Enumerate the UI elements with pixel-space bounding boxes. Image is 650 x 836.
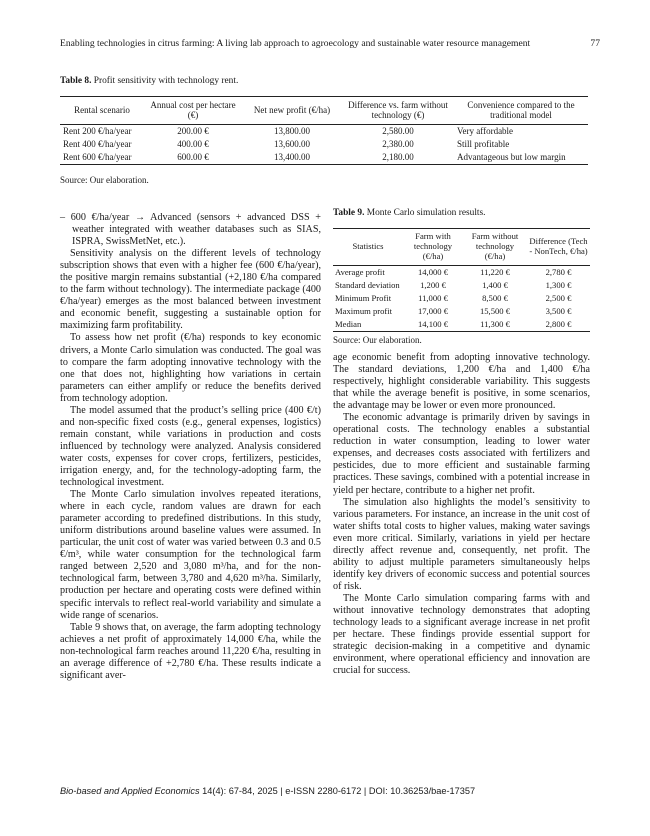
journal-footer <box>60 786 600 796</box>
table-cell: Rent 400 €/ha/year <box>63 138 132 149</box>
table9-col-header: Farm without technology (€/ha) <box>471 231 519 261</box>
table-row <box>333 279 590 292</box>
paragraph: The simulation also highlights the model’s sensitivity to various parameters. For instance, an increase in the unit cost of water shifts total costs to higher values, making water savings even more critical. Similarly, variations in yield per hectare directly affect revenue and, consequently, net profit. The ability to adjust multiple parameters simultaneously helps identify key drivers of economic success and potential sources of risk. <box>333 496 590 592</box>
table-cell: Advantageous but low margin <box>457 152 566 163</box>
table-cell: 13,400.00 <box>274 152 310 163</box>
table-cell: 13,600.00 <box>274 138 310 149</box>
paragraph: The Monte Carlo simulation comparing farms with and without innovative technology demonstrates that adopting technology leads to a significant average increase in net profit per hectare. These findings provide essential support for strategic decision-making in a competitive and dynamic environment, where operational efficiency and innovation are crucial for success. <box>333 592 590 677</box>
table-cell: 14,000 € <box>417 266 449 277</box>
right-text-column <box>333 352 590 677</box>
paragraph: age economic benefit from adopting innovative technology. The standard deviations, 1,200 €/ha and 1,400 €/ha respectively, highlight considerable variability. This suggests that while the average benefit is positive, in some scenarios, the advantage may be lower or even more pronounced. <box>333 352 590 412</box>
table-cell: 1,400 € <box>482 279 508 290</box>
profit-sensitivity-table <box>60 96 588 165</box>
table-cell: Very affordable <box>457 125 514 136</box>
table9-col-header: Difference (Tech - NonTech, €/ha) <box>529 235 588 256</box>
paragraph: The economic advantage is primarily driven by savings in operational costs. The technology enables a substantial reduction in water consumption, leading to lower water expenses, and decreases costs associated with fertilizers and pesticides, due to more efficient and sustainable farming practices. These savings, combined with a potential increase in yield per hectare, contribute to a higher net profit. <box>333 412 590 496</box>
paragraph: The Monte Carlo simulation involves repeated iterations, where in each cycle, random values are drawn for each parameter according to predefined distributions. In this study, uniform distributions around baseline values were assumed. In particular, the unit cost of water was varied between 0.3 and 0.5 €/m³, while water consumption for the technological farm ranged between 2,520 and 3,080 m³/ha, and for the non-technological farm, between 3,780 and 4,620 m³/ha. Similarly, production per hectare and operating costs were defined within specific intervals to reflect real-world variability and simulate a wide range of scenarios. <box>60 489 321 621</box>
table-row <box>333 292 590 305</box>
table-row <box>60 124 588 138</box>
table8-col-header: Rental scenario <box>74 105 130 116</box>
table-cell: 2,380.00 <box>382 138 414 149</box>
table9-label: Table 9. <box>333 208 365 218</box>
table8-title: Profit sensitivity with technology rent. <box>91 76 239 86</box>
table-cell: Maximum profit <box>335 306 393 317</box>
table-cell: Minimum Profit <box>335 292 392 303</box>
table-cell: 17,000 € <box>417 306 449 317</box>
paragraph: The model assumed that the product’s selling price (400 €/t) and non-specific fixed costs (e.g., general expenses, logistics) remain constant, while variations in production and costs influenced by technology were analyzed. Analysis considered water costs, expenses for cover crops, fertilizers, pesticides, irrigation energy, and, for the technology-adopting farm, the technological investment. <box>60 404 321 489</box>
table-cell: 200.00 € <box>177 125 209 136</box>
monte-carlo-results-table <box>333 228 590 332</box>
table8-header-row <box>60 97 588 125</box>
table-cell: Rent 600 €/ha/year <box>63 152 132 163</box>
table9-header-row <box>333 229 590 266</box>
table-row <box>60 151 588 165</box>
table-cell: 14,100 € <box>417 319 449 330</box>
paragraph: Sensitivity analysis on the different levels of technology subscription shows that even with a higher fee (600 €/ha/year), the positive margin remains substantial (+2,180 €/ha compared to the farm without technology). The intermediate package (400 €/ha/year) emerges as the most balanced between investment and economic benefit, suggesting a sustainable option for maximizing farm profitability. <box>60 248 321 332</box>
table9-caption <box>333 208 486 218</box>
table-cell: 400.00 € <box>177 138 209 149</box>
table-cell: 2,780 € <box>545 266 572 277</box>
table8-source: Source: Our elaboration. <box>60 175 149 185</box>
table8-label: Table 8. <box>60 76 92 86</box>
table-row <box>60 138 588 151</box>
table-cell: 1,200 € <box>420 279 446 290</box>
table8-col-header: Annual cost per hectare (€) <box>150 100 236 121</box>
table9-title: Monte Carlo simulation results. <box>364 208 486 218</box>
table-cell: 11,220 € <box>480 266 510 277</box>
table-cell: 11,000 € <box>418 292 448 303</box>
table-row <box>333 265 590 279</box>
table8-col-header: Convenience compared to the traditional model <box>467 100 575 121</box>
table-cell: 11,300 € <box>480 319 510 330</box>
table9-col-header: Farm with technology (€/ha) <box>413 231 453 261</box>
table-cell: 2,500 € <box>545 292 572 303</box>
left-text-column <box>60 212 321 682</box>
table-cell: Rent 200 €/ha/year <box>63 125 132 136</box>
table-cell: Still profitable <box>457 138 510 149</box>
table-cell: Median <box>335 319 362 330</box>
table-cell: Standard deviation <box>335 279 400 290</box>
bullet-item: – 600 €/ha/year → Advanced (sensors + advanced DSS + weather integrated with weather databases such as SIAS, ISPRA, SwissMetNet, etc.). <box>60 212 321 248</box>
running-header <box>60 38 600 49</box>
table9-source: Source: Our elaboration. <box>333 335 422 345</box>
table-cell: 2,580.00 <box>382 125 414 136</box>
table8-caption <box>60 76 238 86</box>
table-cell: Average profit <box>335 266 385 277</box>
running-title: Enabling technologies in citrus farming: A living lab approach to agroecology and sustainable water resource management <box>60 38 531 49</box>
table-cell: 15,500 € <box>479 306 511 317</box>
table-row <box>333 305 590 318</box>
table8-col-header: Difference vs. farm without technology (€) <box>348 100 448 121</box>
paragraph: To assess how net profit (€/ha) responds to key economic drivers, a Monte Carlo simulation was conducted. The goal was to compare the farm adopting innovative technology with the one that does not, highlighting how variations in certain parameters can either amplify or reduce the benefits derived from technology adoption. <box>60 332 321 404</box>
table8-col-header: Net new profit (€/ha) <box>253 105 331 116</box>
table-cell: 3,500 € <box>545 306 572 317</box>
page-number: 77 <box>590 38 600 49</box>
table-cell: 600.00 € <box>177 152 209 163</box>
table9-col-header: Statistics <box>352 240 384 251</box>
paragraph: Table 9 shows that, on average, the farm adopting technology achieves a net profit of approximately 14,000 €/ha, while the non-technological farm reaches around 11,220 €/ha, resulting in an average difference of +2,780 €/ha. These results indicate a significant aver- <box>60 621 321 681</box>
journal-citation: 14(4): 67-84, 2025 | e-ISSN 2280-6172 | DOI: 10.36253/bae-17357 <box>199 786 476 796</box>
table-row <box>333 318 590 332</box>
table-cell: 2,800 € <box>545 319 572 330</box>
table-cell: 8,500 € <box>482 292 508 303</box>
journal-name: Bio-based and Applied Economics <box>60 786 200 796</box>
table-cell: 1,300 € <box>545 279 572 290</box>
table-cell: 13,800.00 <box>274 125 310 136</box>
table-cell: 2,180.00 <box>382 152 414 163</box>
